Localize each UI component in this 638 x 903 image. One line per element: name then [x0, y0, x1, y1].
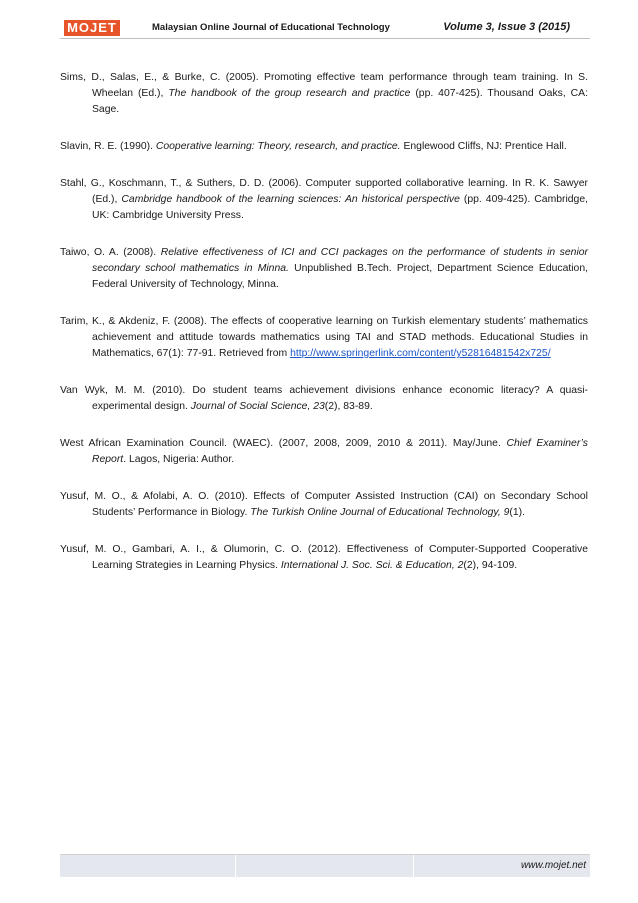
reference-text: Unpublished B.Tech. Project, Department Science Education, Federal University of Technology, Minna.: [92, 263, 588, 290]
reference-title: Journal of Social Science, 23: [190, 401, 325, 412]
reference-title: Cambridge handbook of the learning sciences: An historical perspective: [121, 194, 460, 205]
reference-text: Yusuf, M. O., & Afolabi, A. O. (2010). Effects of Computer Assisted Instruction (CAI) on Secondary School Students’ Performance in Biology.: [60, 491, 588, 518]
reference-text: (1).: [509, 507, 525, 518]
reference-text: Tarim, K., & Akdeniz, F. (2008). The effects of cooperative learning on Turkish elementary students’ mathematics achievement and attitude towards mathematics using TAI and STAD methods. Educational Studies in Mathematics, 67(1): 77-91. Retrieved from: [60, 316, 588, 359]
journal-title: Malaysian Online Journal of Educational Technology: [152, 22, 390, 33]
footer-cell: [414, 855, 590, 877]
reference-text: (2), 94-109.: [463, 560, 518, 571]
reference-text: Yusuf, M. O., Gambari, A. I., & Olumorin, C. O. (2012). Effectiveness of Computer-Supported Cooperative Learning Strategies in Learning Physics.: [60, 544, 588, 571]
reference-entry: [60, 436, 588, 468]
reference-text: Englewood Cliffs, NJ: Prentice Hall.: [400, 141, 567, 152]
springerlink-url-link[interactable]: http://www.springerlink.com/content/y52816481542x725/: [290, 348, 551, 359]
reference-entry: [60, 383, 588, 415]
mojet-logo: MOJET: [64, 20, 120, 36]
reference-title: The handbook of the group research and practice: [168, 88, 411, 99]
reference-entry: [60, 489, 588, 521]
reference-title: International J. Soc. Sci. & Education, 2: [280, 560, 464, 571]
reference-title: The Turkish Online Journal of Educational Technology, 9: [250, 507, 510, 518]
volume-issue: Volume 3, Issue 3 (2015): [443, 21, 570, 33]
footer-cell: [60, 855, 236, 877]
reference-entry: [60, 70, 588, 118]
reference-text: . Lagos, Nigeria: Author.: [123, 454, 235, 465]
website-url: www.mojet.net: [520, 860, 586, 871]
reference-text: Van Wyk, M. M. (2010). Do student teams achievement divisions enhance economic literacy? A quasi-experimental design.: [60, 385, 588, 412]
reference-text: (pp. 407-425). Thousand Oaks, CA: Sage.: [92, 88, 589, 115]
reference-text: Stahl, G., Koschmann, T., & Suthers, D. D. (2006). Computer supported collaborative learning. In R. K. Sawyer (Ed.),: [60, 178, 588, 205]
reference-title: Relative effectiveness of ICI and CCI packages on the performance of students in senior secondary school mathematics in Minna.: [92, 247, 588, 274]
reference-entry: [60, 139, 588, 155]
reference-entry: [60, 245, 588, 293]
page-footer: [60, 854, 590, 877]
reference-entry: [60, 176, 588, 224]
reference-entry: [60, 314, 588, 362]
reference-text: (2), 83-89.: [324, 401, 373, 412]
reference-title: Cooperative learning: Theory, research, and practice.: [155, 141, 401, 152]
reference-text: Slavin, R. E. (1990).: [60, 141, 156, 152]
page-header: [60, 16, 590, 39]
reference-text: (pp. 409-425). Cambridge, UK: Cambridge University Press.: [92, 194, 588, 221]
footer-cell: [236, 855, 413, 877]
reference-text: Taiwo, O. A. (2008).: [60, 247, 161, 258]
reference-text: Sims, D., Salas, E., & Burke, C. (2005). Promoting effective team performance through team training. In S. Wheelan (Ed.),: [60, 72, 588, 99]
reference-text: West African Examination Council. (WAEC). (2007, 2008, 2009, 2010 & 2011). May/June.: [60, 438, 507, 449]
reference-title: Chief Examiner’s Report: [92, 438, 588, 465]
reference-entry: [60, 542, 588, 574]
reference-list: [60, 70, 588, 595]
